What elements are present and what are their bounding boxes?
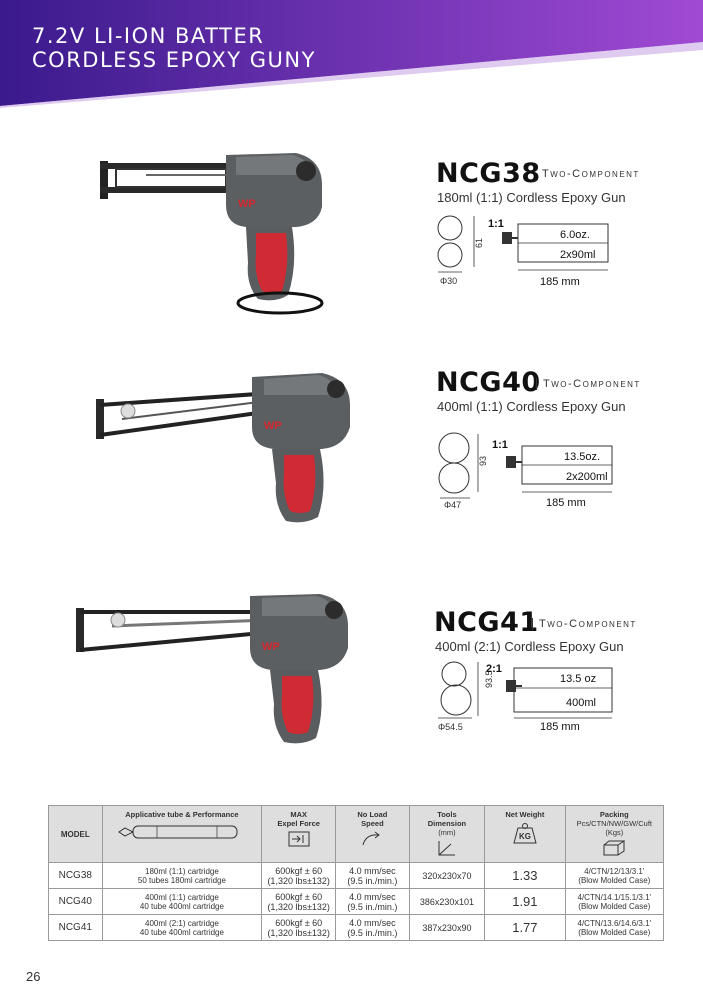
row-speed-line2: (9.5 in./min.) [347,901,398,912]
cartridge-icon [117,822,247,842]
row-speed [336,889,410,915]
row-pack-line2: (Blow Molded Case) [578,875,651,885]
header-packing-unit: (Kgs) [605,828,624,837]
row-applicative [102,889,262,915]
row-model: NCG40 [49,889,103,915]
ncg41-type: Two-Component [532,618,637,630]
ncg38-cartridge: 2x90ml [560,249,596,261]
box-icon [603,840,625,856]
row-weight: 1.33 [485,863,565,889]
table-row [49,915,664,941]
ncg38-description: 180ml (1:1) Cordless Epoxy Gun [437,190,626,205]
row-app-line1: 400ml (1:1) cartridge [145,892,219,902]
row-speed-line1: 4.0 mm/sec [349,891,396,902]
ncg40-type: Two-Component [536,378,641,390]
svg-text:WP: WP [264,420,282,432]
header-applicative-label: Applicative tube & Performance [125,810,239,819]
ncg40-volume: 13.5oz. [564,451,601,463]
row-dimension: 320x230x70 [409,863,484,889]
row-speed [336,915,410,941]
header-no-load-speed [336,806,410,863]
ncg41-ratio: 2:1 [486,663,502,675]
row-weight: 1.91 [485,889,565,915]
specification-table [48,805,664,941]
ncg41-model-name: NCG41 [434,607,539,638]
ncg41-product-image [72,588,357,758]
row-force-line1: 600kgf ± 60 [275,891,323,902]
header-max-force-line2: Expel Force [277,819,320,828]
ncg38-length: 185 mm [540,276,580,288]
row-model: NCG41 [49,915,103,941]
row-pack-line1: 4/CTN/13.6/14.6/3.1' [577,918,652,928]
ncg40-ratio: 1:1 [492,439,508,451]
row-force [262,915,336,941]
ncg41-description: 400ml (2:1) Cordless Epoxy Gun [435,639,624,654]
ncg41-length: 185 mm [540,721,580,733]
row-app-line2: 40 tube 400ml cartridge [139,901,224,911]
header-max-force [262,806,336,863]
header-no-load-line1: No Load [357,810,388,819]
row-app-line2: 40 tube 400ml cartridge [139,927,224,937]
ncg41-diameter: Φ54.5 [438,722,463,732]
header-tools-line1: Tools [437,810,457,819]
row-packing [565,915,663,941]
dimension-icon [437,840,457,856]
header-tools-dimension [409,806,484,863]
header-net-weight [485,806,565,863]
row-pack-line1: 4/CTN/14.1/15.1/3.1' [577,892,652,902]
ncg40-dimension-drawing [434,428,619,513]
row-applicative [102,915,262,941]
ncg38-diameter: Φ30 [440,276,458,286]
page-number: 26 [26,969,41,984]
header-no-load-line2: Speed [361,819,384,828]
header-max-force-line1: MAX [290,810,308,819]
ncg38-type: Two-Component [542,168,640,180]
row-app-line1: 400ml (2:1) cartridge [145,918,219,928]
speed-icon [360,831,384,847]
ncg41-cartridge: 400ml [566,697,596,709]
ncg40-cartridge: 2x200ml [566,471,608,483]
row-model: NCG38 [49,863,103,889]
row-force [262,863,336,889]
row-force-line1: 600kgf ± 60 [275,917,323,928]
row-speed-line2: (9.5 in./min.) [347,927,398,938]
row-force [262,889,336,915]
row-force-line1: 600kgf ± 60 [275,865,323,876]
row-dimension: 387x230x90 [409,915,484,941]
row-speed [336,863,410,889]
svg-text:WP: WP [262,641,280,653]
row-applicative [102,863,262,889]
table-row [49,889,664,915]
header-packing [565,806,663,863]
row-weight: 1.77 [485,915,565,941]
ncg41-height: 93.5 [484,670,494,688]
row-packing [565,863,663,889]
table-row [49,863,664,889]
ncg38-model-name: NCG38 [436,158,541,189]
row-dimension: 386x230x101 [409,889,484,915]
svg-text:WP: WP [238,198,256,210]
ncg38-dimension-drawing [430,210,615,290]
row-speed-line1: 4.0 mm/sec [349,865,396,876]
title-line-1: 7.2V LI-ION BATTER [32,24,265,48]
ncg38-height: 61 [474,237,484,248]
header-tools-unit: (mm) [438,828,456,837]
header-net-weight-label: Net Weight [505,810,545,819]
page-title [32,24,316,72]
row-packing [565,889,663,915]
row-speed-line1: 4.0 mm/sec [349,917,396,928]
row-force-line2: (1,320 lbs±132) [267,901,330,912]
header-applicative [102,806,262,863]
ncg40-length: 185 mm [546,497,586,509]
row-force-line2: (1,320 lbs±132) [267,927,330,938]
ncg41-volume: 13.5 oz [560,673,597,685]
row-force-line2: (1,320 lbs±132) [267,875,330,886]
ncg40-model-name: NCG40 [436,367,541,398]
ncg38-product-image [96,145,331,320]
row-speed-line2: (9.5 in./min.) [347,875,398,886]
force-icon [288,831,310,847]
row-pack-line2: (Blow Molded Case) [578,927,651,937]
ncg38-volume: 6.0oz. [560,229,590,241]
header-tools-line2: Dimension [427,819,467,828]
row-pack-line1: 4/CTN/12/13/3.1' [584,866,645,876]
header-packing-sub: Pcs/CTN/NW/GW/Cuft [576,819,652,828]
weight-icon [512,822,538,844]
header-model: MODEL [49,806,103,863]
ncg40-description: 400ml (1:1) Cordless Epoxy Gun [437,399,626,414]
row-app-line2: 50 tubes 180ml cartridge [137,875,226,885]
title-line-2: CORDLESS EPOXY GUNY [32,48,316,72]
weight-icon-label: KG [518,832,531,841]
ncg41-dimension-drawing [434,660,619,738]
row-app-line1: 180ml (1:1) cartridge [145,866,219,876]
ncg40-product-image [92,365,357,535]
ncg38-ratio: 1:1 [488,218,504,230]
ncg40-diameter: Φ47 [444,500,462,510]
ncg40-height: 93 [478,455,488,466]
table-header-row [49,806,664,863]
header-packing-label: Packing [599,810,629,819]
row-pack-line2: (Blow Molded Case) [578,901,651,911]
